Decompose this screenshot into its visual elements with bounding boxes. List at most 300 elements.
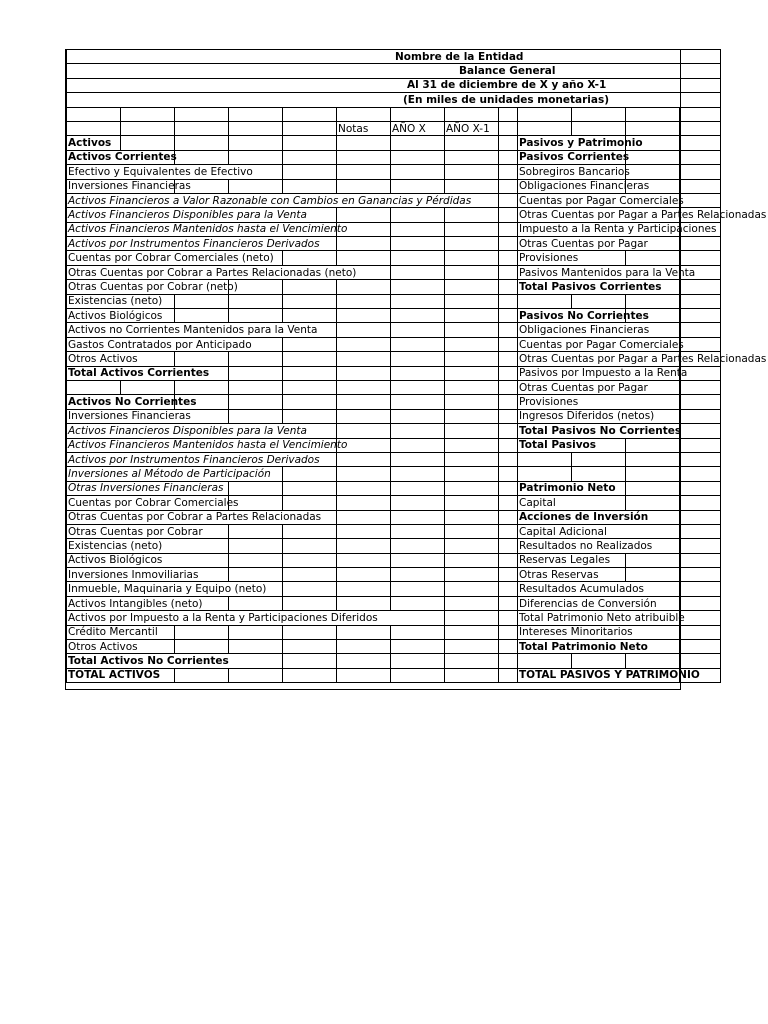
cell[interactable] [229, 640, 283, 654]
asset-label[interactable]: Inversiones Financieras [67, 409, 229, 423]
cell[interactable] [626, 251, 680, 265]
cell[interactable] [445, 611, 499, 625]
cell[interactable] [337, 553, 391, 567]
spacer-cell[interactable] [499, 611, 518, 625]
cell[interactable] [337, 150, 391, 164]
cell[interactable] [337, 625, 391, 639]
liability-label[interactable]: Otras Cuentas por Pagar [518, 380, 680, 394]
cell[interactable] [337, 582, 391, 596]
cell[interactable] [337, 539, 391, 553]
cell[interactable] [680, 481, 721, 495]
spacer-cell[interactable] [499, 668, 518, 682]
liability-label[interactable]: Otras Reservas [518, 568, 626, 582]
cell[interactable] [391, 107, 445, 121]
cell[interactable] [680, 165, 721, 179]
cell[interactable] [175, 294, 229, 308]
asset-label[interactable]: Crédito Mercantil [67, 625, 175, 639]
liability-label[interactable]: Provisiones [518, 251, 626, 265]
asset-label[interactable]: Activos Financieros Mantenidos hasta el Vencimiento [68, 439, 348, 452]
spacer-cell[interactable] [499, 380, 518, 394]
spacer-cell[interactable] [499, 539, 518, 553]
cell[interactable] [445, 395, 499, 409]
cell[interactable] [445, 309, 499, 323]
liability-label[interactable] [518, 294, 572, 308]
cell[interactable] [337, 366, 391, 380]
cell[interactable] [391, 251, 445, 265]
cell[interactable] [445, 668, 499, 682]
cell[interactable] [283, 596, 337, 610]
cell[interactable] [283, 553, 337, 567]
cell[interactable] [391, 596, 445, 610]
cell[interactable] [445, 496, 499, 510]
cell[interactable] [391, 452, 445, 466]
cell[interactable] [229, 553, 283, 567]
cell[interactable] [680, 438, 721, 452]
cell[interactable] [445, 222, 499, 236]
cell[interactable] [391, 165, 445, 179]
liability-label[interactable]: Total Pasivos Corrientes [518, 280, 680, 294]
cell[interactable] [337, 452, 391, 466]
liability-label[interactable]: Pasivos por Impuesto a la Renta [519, 367, 688, 380]
cell[interactable] [229, 380, 283, 394]
asset-label[interactable]: Total Activos Corrientes [67, 366, 229, 380]
spacer-cell[interactable] [499, 452, 518, 466]
cell[interactable] [337, 136, 391, 150]
cell[interactable] [337, 424, 391, 438]
cell[interactable] [175, 640, 229, 654]
cell[interactable] [680, 510, 721, 524]
asset-label[interactable]: Cuentas por Cobrar Comerciales [68, 496, 239, 509]
cell[interactable] [391, 179, 445, 193]
cell[interactable] [337, 352, 391, 366]
cell[interactable] [337, 309, 391, 323]
cell[interactable] [680, 467, 721, 481]
cell[interactable] [680, 424, 721, 438]
asset-label[interactable]: Activos Biológicos [67, 309, 175, 323]
cell[interactable] [391, 568, 445, 582]
cell[interactable] [229, 150, 283, 164]
spacer-cell[interactable] [499, 395, 518, 409]
cell[interactable] [391, 222, 445, 236]
cell[interactable] [337, 107, 391, 121]
cell[interactable] [626, 654, 680, 668]
asset-label[interactable]: TOTAL ACTIVOS [67, 668, 175, 682]
spacer-cell[interactable] [499, 179, 518, 193]
cell[interactable] [121, 107, 175, 121]
cell[interactable] [518, 107, 572, 121]
cell[interactable] [391, 309, 445, 323]
cell[interactable] [680, 280, 721, 294]
spacer-cell[interactable] [499, 352, 518, 366]
asset-label[interactable]: Activos Biológicos [67, 553, 229, 567]
cell[interactable] [391, 395, 445, 409]
cell[interactable] [337, 165, 391, 179]
spacer-cell[interactable] [499, 251, 518, 265]
cell[interactable] [680, 409, 721, 423]
cell[interactable] [626, 121, 680, 135]
cell[interactable] [229, 309, 283, 323]
spacer-cell[interactable] [499, 568, 518, 582]
asset-label[interactable]: Activos Financieros Disponibles para la Venta [67, 208, 337, 222]
liability-label[interactable]: Obligaciones Financieras [519, 180, 650, 193]
cell[interactable] [283, 121, 337, 135]
spacer-cell[interactable] [499, 165, 518, 179]
cell[interactable] [391, 640, 445, 654]
cell[interactable] [283, 309, 337, 323]
liability-label[interactable]: Impuesto a la Renta y Participaciones [519, 223, 717, 236]
spacer-cell[interactable] [499, 280, 518, 294]
cell[interactable] [391, 539, 445, 553]
cell[interactable] [391, 467, 445, 481]
liability-label[interactable]: Pasivos Corrientes [519, 151, 630, 164]
cell[interactable] [572, 452, 626, 466]
cell[interactable] [445, 568, 499, 582]
cell[interactable] [283, 380, 337, 394]
cell[interactable] [391, 265, 445, 279]
cell[interactable] [283, 107, 337, 121]
liability-label[interactable]: TOTAL PASIVOS Y PATRIMONIO [519, 669, 700, 682]
cell[interactable] [283, 150, 337, 164]
cell[interactable] [445, 251, 499, 265]
spacer-cell[interactable] [499, 467, 518, 481]
cell[interactable] [283, 568, 337, 582]
cell[interactable] [391, 668, 445, 682]
cell[interactable] [283, 654, 337, 668]
cell[interactable] [626, 165, 680, 179]
cell[interactable] [626, 568, 680, 582]
cell[interactable] [283, 481, 337, 495]
cell[interactable] [283, 352, 337, 366]
cell[interactable] [626, 294, 680, 308]
cell[interactable] [680, 654, 721, 668]
cell[interactable] [445, 582, 499, 596]
cell[interactable] [626, 553, 680, 567]
cell[interactable] [283, 366, 337, 380]
cell[interactable] [391, 136, 445, 150]
cell[interactable] [229, 409, 283, 423]
cell[interactable] [391, 366, 445, 380]
cell[interactable] [337, 395, 391, 409]
cell[interactable] [175, 136, 229, 150]
liability-label[interactable]: Cuentas por Pagar Comerciales [519, 338, 684, 351]
cell[interactable] [283, 136, 337, 150]
cell[interactable] [572, 294, 626, 308]
spacer-cell[interactable] [499, 237, 518, 251]
asset-label[interactable]: Otras Cuentas por Cobrar a Partes Relacionadas (neto) [67, 265, 391, 279]
cell[interactable] [445, 265, 499, 279]
cell[interactable] [337, 568, 391, 582]
cell[interactable] [626, 150, 680, 164]
spacer-cell[interactable] [499, 582, 518, 596]
asset-label[interactable]: Total Activos No Corrientes [67, 654, 283, 668]
spacer-cell[interactable] [499, 654, 518, 668]
cell[interactable] [445, 237, 499, 251]
cell[interactable] [391, 380, 445, 394]
spacer-cell[interactable] [499, 150, 518, 164]
cell[interactable] [283, 640, 337, 654]
spacer-cell[interactable] [499, 265, 518, 279]
cell[interactable] [337, 208, 391, 222]
liability-label[interactable]: Total Patrimonio Neto atribuible [519, 611, 685, 624]
asset-label[interactable]: Efectivo y Equivalentes de Efectivo [67, 165, 283, 179]
cell[interactable] [626, 467, 680, 481]
cell[interactable] [572, 107, 626, 121]
cell[interactable] [445, 165, 499, 179]
asset-label[interactable]: Otras Cuentas por Cobrar a Partes Relacionadas [67, 510, 337, 524]
cell[interactable] [445, 352, 499, 366]
cell[interactable] [121, 136, 175, 150]
cell[interactable] [175, 668, 229, 682]
spacer-cell[interactable] [499, 553, 518, 567]
cell[interactable] [283, 625, 337, 639]
cell[interactable] [175, 121, 229, 135]
liability-label[interactable]: Otras Cuentas por Pagar [518, 237, 680, 251]
liability-label[interactable]: Obligaciones Financieras [518, 323, 680, 337]
year-x-header[interactable]: AÑO X [391, 121, 445, 135]
cell[interactable] [445, 424, 499, 438]
cell[interactable] [391, 654, 445, 668]
cell[interactable] [445, 280, 499, 294]
cell[interactable] [283, 582, 337, 596]
spacer-cell[interactable] [499, 524, 518, 538]
liability-label[interactable]: Provisiones [518, 395, 680, 409]
cell[interactable] [391, 294, 445, 308]
asset-label[interactable]: Existencias (neto) [67, 294, 175, 308]
cell[interactable] [626, 496, 680, 510]
cell[interactable] [445, 481, 499, 495]
cell[interactable] [680, 640, 721, 654]
spacer-cell[interactable] [499, 193, 518, 207]
cell[interactable] [445, 150, 499, 164]
cell[interactable] [337, 668, 391, 682]
liability-label[interactable]: Resultados no Realizados [518, 539, 680, 553]
cell[interactable] [680, 496, 721, 510]
cell[interactable] [229, 121, 283, 135]
liability-label[interactable]: Sobregiros Bancarios [519, 165, 630, 178]
liability-label[interactable]: Pasivos Mantenidos para la Venta [519, 266, 696, 279]
year-x1-header[interactable]: AÑO X-1 [445, 121, 499, 135]
cell[interactable] [680, 136, 721, 150]
cell[interactable] [337, 596, 391, 610]
cell[interactable] [337, 467, 391, 481]
liability-label[interactable]: Pasivos y Patrimonio [519, 137, 643, 150]
cell[interactable] [337, 380, 391, 394]
cell[interactable] [680, 553, 721, 567]
cell[interactable] [680, 524, 721, 538]
cell[interactable] [175, 352, 229, 366]
liability-label[interactable]: Reservas Legales [518, 553, 626, 567]
cell[interactable] [391, 424, 445, 438]
cell[interactable] [445, 539, 499, 553]
cell[interactable] [229, 596, 283, 610]
asset-label[interactable]: Gastos Contratados por Anticipado [67, 337, 283, 351]
cell[interactable] [391, 337, 445, 351]
cell[interactable] [337, 280, 391, 294]
asset-label[interactable]: Otras Cuentas por Cobrar (neto) [68, 280, 238, 293]
cell[interactable] [680, 380, 721, 394]
cell[interactable] [283, 294, 337, 308]
cell[interactable] [391, 280, 445, 294]
cell[interactable] [229, 568, 283, 582]
liability-label[interactable]: Capital [518, 496, 626, 510]
cell[interactable] [499, 121, 518, 135]
spacer-cell[interactable] [499, 640, 518, 654]
asset-label[interactable]: Cuentas por Cobrar Comerciales (neto) [67, 251, 283, 265]
cell[interactable] [337, 524, 391, 538]
cell[interactable] [283, 395, 337, 409]
liability-label[interactable]: Pasivos No Corrientes [519, 309, 649, 322]
cell[interactable] [445, 640, 499, 654]
cell[interactable] [680, 193, 721, 207]
cell[interactable] [499, 107, 518, 121]
cell[interactable] [67, 107, 121, 121]
asset-label[interactable]: Activos por Impuesto a la Renta y Participaciones Diferidos [67, 611, 445, 625]
cell[interactable] [680, 596, 721, 610]
cell[interactable] [680, 395, 721, 409]
cell[interactable] [445, 409, 499, 423]
cell[interactable] [626, 452, 680, 466]
cell[interactable] [229, 539, 283, 553]
cell[interactable] [445, 524, 499, 538]
asset-label[interactable]: Activos por Instrumentos Financieros Derivados [67, 452, 337, 466]
cell[interactable] [283, 539, 337, 553]
asset-label[interactable]: Inmueble, Maquinaria y Equipo (neto) [67, 582, 283, 596]
spacer-cell[interactable] [499, 222, 518, 236]
liability-label[interactable]: Capital Adicional [518, 524, 680, 538]
spacer-cell[interactable] [499, 323, 518, 337]
cell[interactable] [445, 467, 499, 481]
cell[interactable] [680, 179, 721, 193]
cell[interactable] [283, 251, 337, 265]
cell[interactable] [572, 654, 626, 668]
liability-label[interactable] [518, 467, 572, 481]
cell[interactable] [229, 668, 283, 682]
asset-label[interactable]: Activos Financieros a Valor Razonable con Cambios en Ganancias y Pérdidas [67, 193, 499, 207]
cell[interactable] [445, 625, 499, 639]
cell[interactable] [229, 366, 283, 380]
cell[interactable] [680, 237, 721, 251]
liability-label[interactable]: Total Pasivos No Corrientes [519, 424, 682, 437]
cell[interactable] [680, 107, 721, 121]
cell[interactable] [229, 179, 283, 193]
cell[interactable] [680, 568, 721, 582]
asset-label[interactable]: Activos Intangibles (neto) [67, 596, 229, 610]
notes-header[interactable]: Notas [337, 121, 391, 135]
cell[interactable] [229, 136, 283, 150]
spacer-cell[interactable] [499, 309, 518, 323]
cell[interactable] [680, 625, 721, 639]
liability-label[interactable] [518, 654, 572, 668]
spacer-cell[interactable] [499, 625, 518, 639]
cell[interactable] [391, 524, 445, 538]
liability-label[interactable]: Acciones de Inversión [518, 510, 680, 524]
cell[interactable] [391, 352, 445, 366]
cell[interactable] [680, 337, 721, 351]
cell[interactable] [445, 337, 499, 351]
cell[interactable] [175, 309, 229, 323]
cell[interactable] [337, 337, 391, 351]
asset-label[interactable]: Activos No Corrientes [68, 396, 197, 409]
cell[interactable] [626, 438, 680, 452]
cell[interactable] [121, 121, 175, 135]
cell[interactable] [445, 596, 499, 610]
cell[interactable] [175, 625, 229, 639]
asset-label[interactable]: Otros Activos [67, 352, 175, 366]
cell[interactable] [391, 409, 445, 423]
cell[interactable] [680, 150, 721, 164]
cell[interactable] [680, 452, 721, 466]
asset-label[interactable]: Activos no Corrientes Mantenidos para la Venta [67, 323, 337, 337]
cell[interactable] [445, 208, 499, 222]
cell[interactable] [283, 409, 337, 423]
cell[interactable] [229, 481, 283, 495]
spacer-cell[interactable] [499, 481, 518, 495]
cell[interactable] [283, 524, 337, 538]
cell[interactable] [680, 121, 721, 135]
cell[interactable] [229, 352, 283, 366]
cell[interactable] [283, 496, 337, 510]
cell[interactable] [229, 524, 283, 538]
cell[interactable] [391, 237, 445, 251]
liability-label[interactable]: Total Patrimonio Neto [518, 640, 680, 654]
asset-label[interactable]: Inversiones al Método de Participación [67, 467, 283, 481]
cell[interactable] [445, 179, 499, 193]
cell[interactable] [337, 654, 391, 668]
cell[interactable] [445, 452, 499, 466]
cell[interactable] [680, 309, 721, 323]
spacer-cell[interactable] [499, 294, 518, 308]
cell[interactable] [229, 395, 283, 409]
cell[interactable] [680, 251, 721, 265]
cell[interactable] [445, 380, 499, 394]
cell[interactable] [391, 323, 445, 337]
asset-label[interactable]: Activos Financieros Disponibles para la Venta [67, 424, 337, 438]
asset-label[interactable]: Existencias (neto) [67, 539, 229, 553]
liability-label[interactable]: Total Pasivos [518, 438, 626, 452]
cell[interactable] [283, 668, 337, 682]
cell[interactable] [445, 107, 499, 121]
asset-label[interactable]: Otros Activos [67, 640, 175, 654]
cell[interactable] [337, 496, 391, 510]
cell[interactable] [391, 582, 445, 596]
spacer-cell[interactable] [499, 596, 518, 610]
cell[interactable] [445, 654, 499, 668]
cell[interactable] [572, 467, 626, 481]
cell[interactable] [391, 438, 445, 452]
cell[interactable] [680, 611, 721, 625]
cell[interactable] [445, 553, 499, 567]
cell[interactable] [391, 510, 445, 524]
cell[interactable] [680, 323, 721, 337]
spacer-cell[interactable] [499, 337, 518, 351]
liability-label[interactable] [518, 452, 572, 466]
cell[interactable] [337, 640, 391, 654]
cell[interactable] [337, 179, 391, 193]
cell[interactable] [337, 323, 391, 337]
cell[interactable] [680, 539, 721, 553]
cell[interactable] [337, 481, 391, 495]
asset-label[interactable]: Activos por Instrumentos Financieros Derivados [67, 237, 337, 251]
asset-label[interactable]: Inversiones Financieras [68, 180, 191, 193]
cell[interactable] [175, 380, 229, 394]
cell[interactable] [626, 481, 680, 495]
cell[interactable] [67, 121, 121, 135]
cell[interactable] [680, 294, 721, 308]
cell[interactable] [175, 107, 229, 121]
cell[interactable] [283, 467, 337, 481]
asset-label[interactable]: Activos Financieros Mantenidos hasta el Vencimiento [68, 223, 348, 236]
asset-label[interactable] [67, 380, 121, 394]
